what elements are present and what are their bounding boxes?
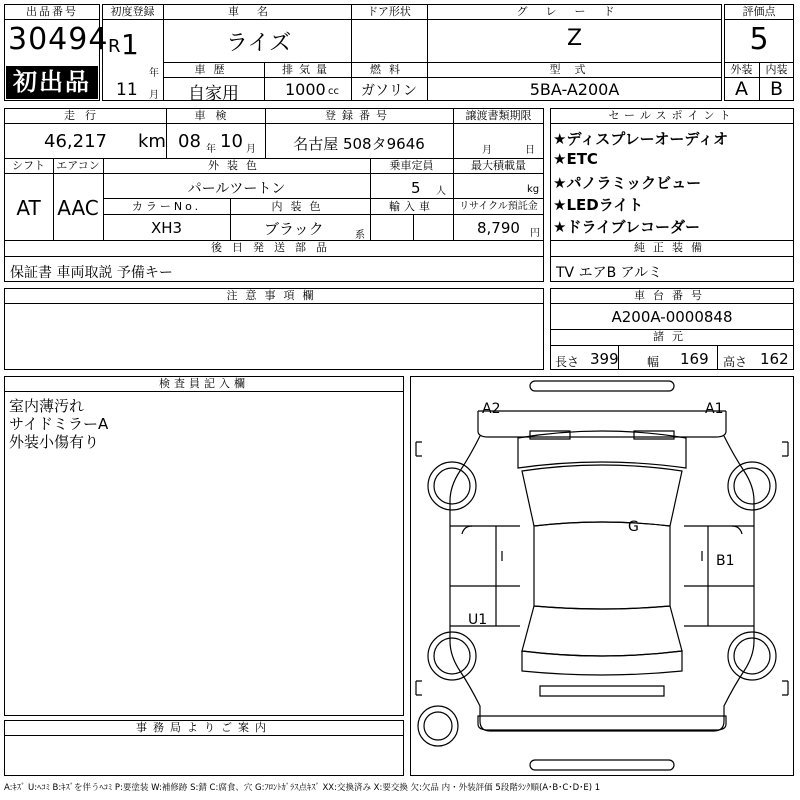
mileage: 46,217 xyxy=(44,131,107,152)
grade: Z xyxy=(566,26,583,51)
model: 5BA-A200A xyxy=(529,80,620,99)
color-no: XH3 xyxy=(150,219,183,237)
office-label: 事務局よりご案内 xyxy=(136,721,272,734)
capacity: 5 xyxy=(411,179,421,197)
reg-label: 登録番号 xyxy=(325,109,393,122)
fuel-label: 燃料 xyxy=(370,63,408,76)
dims-label: 諸元 xyxy=(653,330,691,343)
sales-point-item: ★ドライブレコーダー xyxy=(553,218,700,236)
inspector-note: 外装小傷有り xyxy=(9,433,100,451)
displacement-label: 排気量 xyxy=(282,63,333,76)
genuine-label: 純正装備 xyxy=(634,241,710,254)
recycle-unit: 円 xyxy=(530,228,540,239)
damage-mark-a2: A2 xyxy=(482,401,501,417)
damage-mark-a1: A1 xyxy=(705,401,724,417)
damage-mark-b1: B1 xyxy=(716,553,735,569)
sales-point-item: ★ETC xyxy=(553,150,598,168)
insp-year: 08 xyxy=(178,131,201,152)
int-color: ブラック xyxy=(264,220,324,238)
reg-month: 11 xyxy=(116,80,138,100)
genuine-equipment: TV エアB アルミ xyxy=(556,265,663,281)
transfer-day-unit: 日 xyxy=(525,145,535,156)
insp-month-unit: 月 xyxy=(246,144,256,155)
sales-point-item: ★LEDライト xyxy=(553,196,644,214)
height: 162 xyxy=(760,350,789,368)
first-reg-label: 初度登録 xyxy=(110,5,155,18)
mileage-unit: km xyxy=(138,131,166,152)
sales-point-item: ★ディスプレーオーディオ xyxy=(553,130,729,148)
first-listing-badge: 初出品 xyxy=(6,66,98,99)
insp-month: 10 xyxy=(220,131,243,152)
notes-label: 注意事項欄 xyxy=(226,289,322,302)
import-label: 輸入車 xyxy=(389,200,434,213)
year-unit: 年 xyxy=(149,68,159,79)
grade-label: グレード xyxy=(516,5,633,18)
interior-grade: B xyxy=(769,78,784,100)
load-unit: kg xyxy=(527,184,540,195)
recycle: 8,790 xyxy=(477,219,520,237)
shift: AT xyxy=(16,196,41,220)
int-color-label: 内装色 xyxy=(271,200,329,213)
insp-year-unit: 年 xyxy=(206,144,216,155)
int-color-unit: 系 xyxy=(355,230,365,241)
inspection-label: 車検 xyxy=(194,109,237,122)
height-label: 高さ xyxy=(723,355,748,369)
displacement-unit: cc xyxy=(328,86,339,97)
width: 169 xyxy=(680,350,709,368)
history-label: 車歴 xyxy=(194,63,233,76)
car-name-label: 車名 xyxy=(228,5,286,18)
width-label: 幅 xyxy=(647,355,660,369)
score-label: 評価点 xyxy=(742,5,776,18)
later-parts: 保証書 車両取説 予備キー xyxy=(10,265,173,281)
shift-label: シフト xyxy=(12,159,45,172)
car-name: ライズ xyxy=(226,31,292,56)
month-unit: 月 xyxy=(149,90,159,101)
load-label: 最大積載量 xyxy=(471,159,526,172)
exterior-grade: A xyxy=(735,78,748,100)
lot-number: 30494 xyxy=(8,22,109,57)
ext-color: パールツートン xyxy=(187,181,286,197)
displacement: 1000 xyxy=(285,80,326,99)
damage-mark-u1: U1 xyxy=(468,612,488,628)
length-label: 長さ xyxy=(555,355,580,369)
score: 5 xyxy=(749,22,769,57)
inspector-note: サイドミラーA xyxy=(9,415,109,433)
recycle-label: リサイクル預託金 xyxy=(459,201,538,212)
inspector-note: 室内薄汚れ xyxy=(9,397,85,415)
lot-label: 出品番号 xyxy=(26,5,78,18)
chassis-number: A200A-0000848 xyxy=(611,308,733,326)
interior-label: 内装 xyxy=(765,63,788,76)
exterior-label: 外装 xyxy=(730,63,753,76)
transfer-month-unit: 月 xyxy=(482,145,492,156)
ext-color-label: 外装色 xyxy=(208,159,265,172)
ac-label: エアコン xyxy=(56,159,100,172)
sales-points-label: セールスポイント xyxy=(608,109,736,122)
era: R xyxy=(108,36,121,57)
car-diagram xyxy=(410,376,794,776)
length: 399 xyxy=(590,350,619,368)
sales-point-item: ★パノラミックビュー xyxy=(553,174,702,192)
reg-year: 1 xyxy=(121,28,139,61)
transfer-label: 譲渡書類期限 xyxy=(465,109,532,122)
history: 自家用 xyxy=(188,84,239,104)
capacity-label: 乗車定員 xyxy=(389,159,434,172)
door-label: ドア形状 xyxy=(367,5,411,18)
color-no-label: カラーNo. xyxy=(131,200,202,213)
chassis-label: 車台番号 xyxy=(634,289,710,302)
reg-number: 名古屋 508タ9646 xyxy=(293,135,425,153)
fuel: ガソリン xyxy=(361,83,417,99)
inspector-label: 検査員記入欄 xyxy=(159,377,249,390)
capacity-unit: 人 xyxy=(436,186,446,197)
legend: A:ｷｽﾞ U:ﾍｺﾐ B:ｷｽﾞを伴うﾍｺﾐ P:要塗装 W:補修跡 S:錆 C:腐食、穴 G:ﾌﾛﾝﾄｶﾞﾗｽ点ｷｽﾞ XX:交換済み X:要交換 欠:欠品 内・外装評価 5段階ﾗﾝｸ順(A･B･C･D･E) 1 xyxy=(4,783,601,793)
ac: AAC xyxy=(57,196,99,220)
model-label: 型式 xyxy=(549,63,600,76)
later-parts-label: 後日発送部品 xyxy=(211,241,337,254)
damage-mark-g: G xyxy=(628,519,639,535)
mileage-label: 走行 xyxy=(64,109,106,122)
